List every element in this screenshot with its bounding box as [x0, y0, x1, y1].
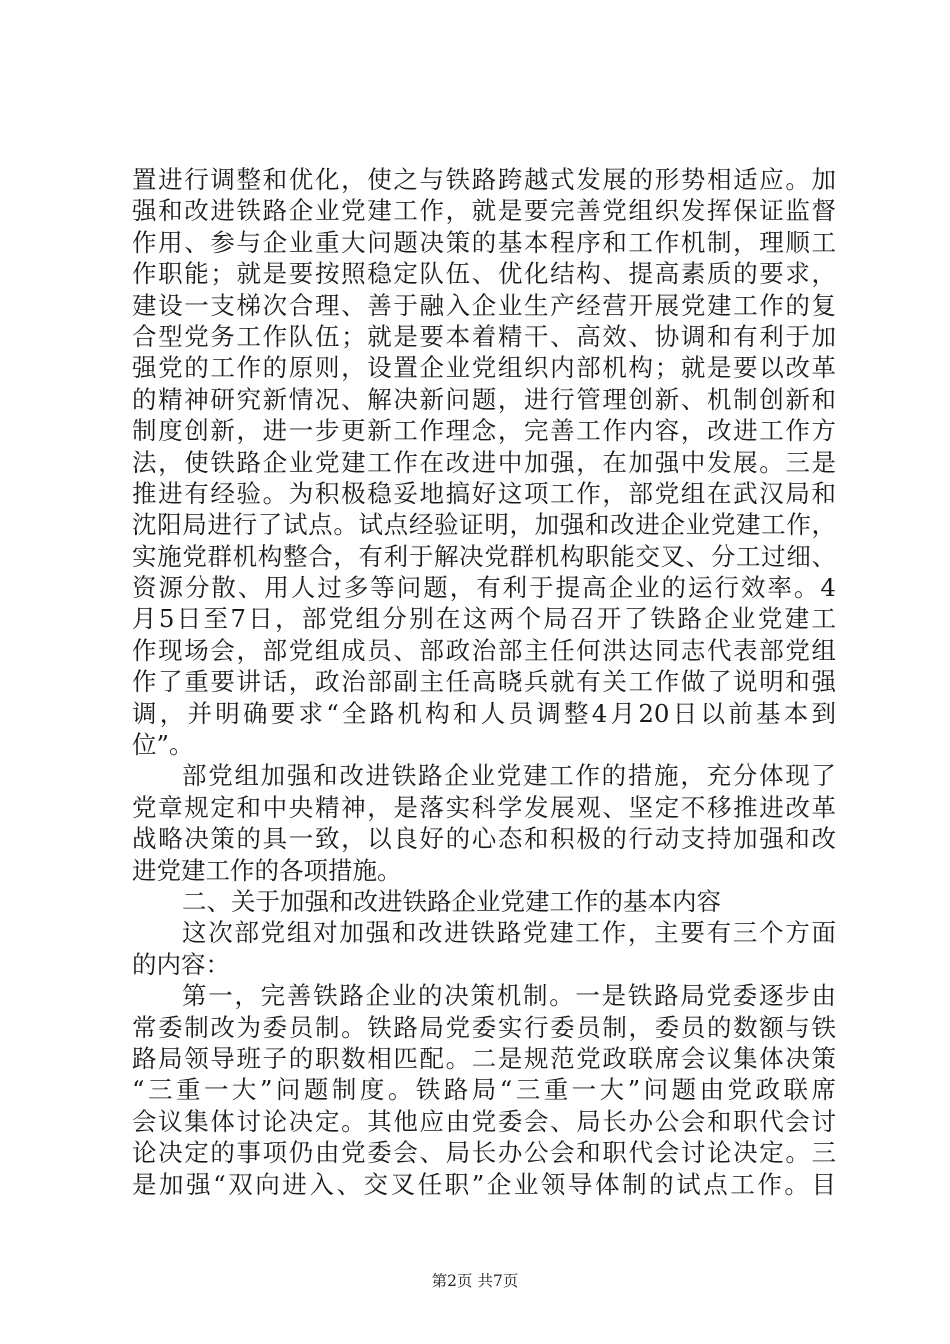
text-line-12: 沈阳局进行了试点。试点经验证明，加强和改进企业党建工作， — [132, 510, 836, 540]
text-line-16: 作现场会，部党组成员、部政治部主任何洪达同志代表部党组 — [132, 635, 836, 665]
text-line-28: 常委制改为委员制。铁路局党委实行委员制，委员的数额与铁 — [132, 1012, 836, 1042]
text-line-8: 的精神研究新情况、解决新问题，进行管理创新、机制创新和 — [132, 384, 836, 414]
text-line-23: 进党建工作的各项措施。 — [132, 855, 402, 885]
text-line-22: 战略决策的具一致，以良好的心态和积极的行动支持加强和改 — [132, 824, 836, 854]
text-line-18: 调，并明确要求“全路机构和人员调整4月20日以前基本到 — [132, 698, 836, 728]
text-line-5: 建设一支梯次合理、善于融入企业生产经营开展党建工作的复 — [132, 290, 836, 320]
text-line-6: 合型党务工作队伍；就是要本着精干、高效、协调和有利于加 — [132, 321, 836, 351]
text-line-19: 位”。 — [132, 730, 194, 760]
text-line-14: 资源分散、用人过多等问题，有利于提高企业的运行效率。4 — [132, 573, 836, 603]
text-line-15: 月5日至7日，部党组分别在这两个局召开了铁路企业党建工 — [132, 604, 836, 634]
text-line-32: 论决定的事项仍由党委会、局长办公会和职代会讨论决定。三 — [132, 1138, 836, 1168]
text-line-26: 的内容： — [132, 949, 230, 979]
section-heading: 二、关于加强和改进铁路企业党建工作的基本内容 — [182, 886, 721, 916]
text-line-2: 强和改进铁路企业党建工作，就是要完善党组织发挥保证监督 — [132, 196, 836, 226]
text-line-4: 作职能；就是要按照稳定队伍、优化结构、提高素质的要求， — [132, 259, 836, 289]
text-line-1: 置进行调整和优化，使之与铁路跨越式发展的形势相适应。加 — [132, 165, 836, 194]
text-line-30: “三重一大”问题制度。铁路局“三重一大”问题由党政联席 — [132, 1075, 836, 1105]
text-line-9: 制度创新，进一步更新工作理念，完善工作内容，改进工作方 — [132, 416, 836, 446]
text-line-11: 推进有经验。为积极稳妥地搞好这项工作，部党组在武汉局和 — [132, 478, 836, 508]
text-line-13: 实施党群机构整合，有利于解决党群机构职能交叉、分工过细、 — [132, 541, 836, 571]
text-line-33: 是加强“双向进入、交叉任职”企业领导体制的试点工作。目 — [132, 1169, 836, 1199]
text-line-7: 强党的工作的原则，设置企业党组织内部机构；就是要以改革 — [132, 353, 836, 383]
page-number: 第2页 共7页 — [431, 1272, 519, 1290]
text-line-10: 法，使铁路企业党建工作在改进中加强，在加强中发展。三是 — [132, 447, 836, 477]
text-line-25: 这次部党组对加强和改进铁路党建工作，主要有三个方面 — [182, 918, 836, 948]
text-line-21: 党章规定和中央精神，是落实科学发展观、坚定不移推进改革 — [132, 792, 836, 822]
text-line-27: 第一，完善铁路企业的决策机制。一是铁路局党委逐步由 — [182, 981, 836, 1011]
text-line-17: 作了重要讲话，政治部副主任高晓兵就有关工作做了说明和强 — [132, 667, 836, 697]
text-line-31: 会议集体讨论决定。其他应由党委会、局长办公会和职代会讨 — [132, 1106, 836, 1136]
text-line-3: 作用、参与企业重大问题决策的基本程序和工作机制，理顺工 — [132, 227, 836, 257]
text-line-29: 路局领导班子的职数相匹配。二是规范党政联席会议集体决策 — [132, 1043, 836, 1073]
text-line-20: 部党组加强和改进铁路企业党建工作的措施，充分体现了 — [182, 761, 836, 791]
document-body — [132, 164, 836, 1200]
